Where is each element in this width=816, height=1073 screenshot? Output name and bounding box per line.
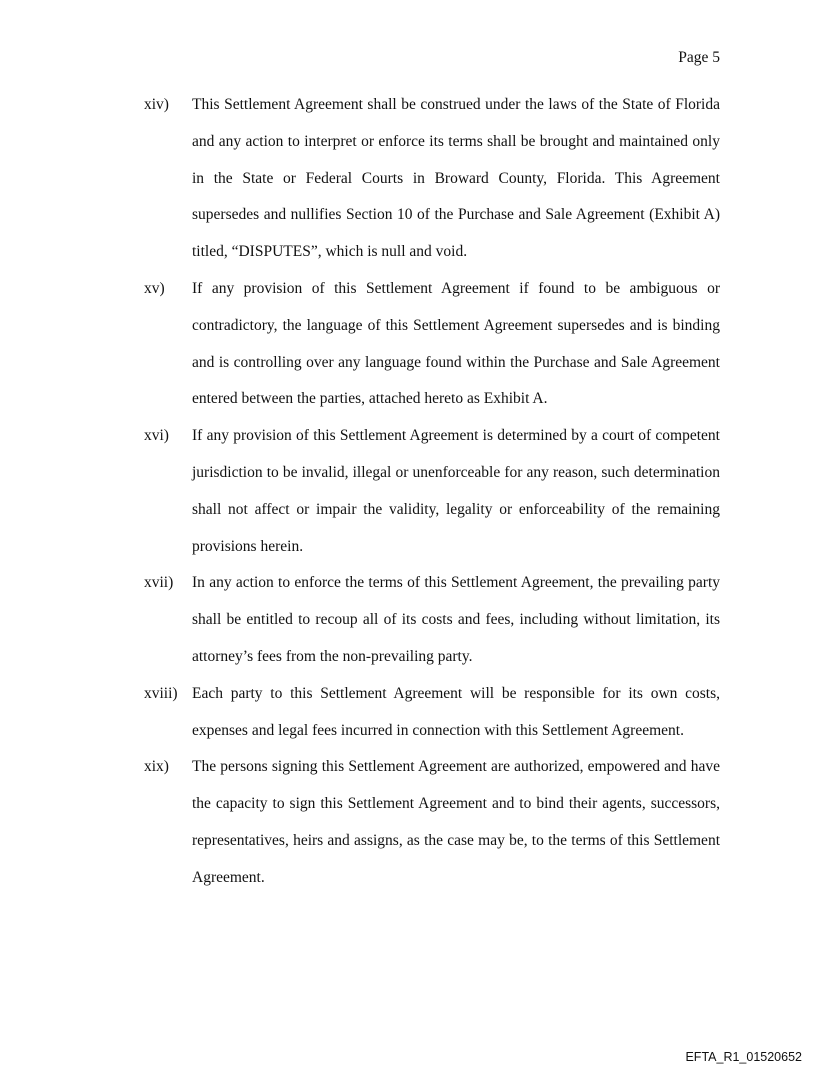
document-id: EFTA_R1_01520652 — [685, 1050, 802, 1064]
clause-xv — [144, 271, 720, 418]
clause-xiv — [144, 87, 720, 271]
clause-number: xv) — [144, 279, 165, 297]
clause-text: This Settlement Agreement shall be construed under the laws of the State of Florida and any action to interpret or enforce its terms shall be brought and maintained only in the State or Federal Courts in Broward County, Florida. This Agreement supersedes and nullifies Section 10 of the Purchase and Sale Agreement (Exhibit A) titled, “DISPUTES”, which is null and void. — [192, 96, 720, 261]
clause-text: In any action to enforce the terms of this Settlement Agreement, the prevailing party shall be entitled to recoup all of its costs and fees, including without limitation, its attorney’s fees from the non-prevailing party. — [192, 574, 720, 665]
clause-list — [144, 87, 720, 897]
clause-text: The persons signing this Settlement Agreement are authorized, empowered and have the capacity to sign this Settlement Agreement and to bind their agents, successors, representatives, heirs and assigns, as the case may be, to the terms of this Settlement Agreement. — [192, 758, 720, 886]
clause-number: xvii) — [144, 574, 174, 592]
clause-number: xvi) — [144, 427, 169, 445]
clause-text: If any provision of this Settlement Agreement if found to be ambiguous or contradictory, the language of this Settlement Agreement supersedes and is binding and is controlling over any language found within the Purchase and Sale Agreement entered between the parties, attached hereto as Exhibit A. — [192, 279, 720, 408]
clause-xvi — [144, 418, 720, 565]
clause-text: If any provision of this Settlement Agreement is determined by a court of competent jurisdiction to be invalid, illegal or unenforceable for any reason, such determination shall not affect or impair the validity, legality or enforceability of the remaining provisions herein. — [192, 427, 720, 555]
clause-xviii — [144, 676, 720, 750]
clause-number: xix) — [144, 758, 169, 776]
clause-number: xviii) — [144, 684, 178, 702]
clause-xix — [144, 749, 720, 896]
page-number: Page 5 — [678, 49, 720, 66]
clause-text: Each party to this Settlement Agreement will be responsible for its own costs, expenses and legal fees incurred in connection with this Settlement Agreement. — [192, 684, 720, 739]
clause-number: xiv) — [144, 96, 169, 113]
clause-xvii — [144, 565, 720, 675]
